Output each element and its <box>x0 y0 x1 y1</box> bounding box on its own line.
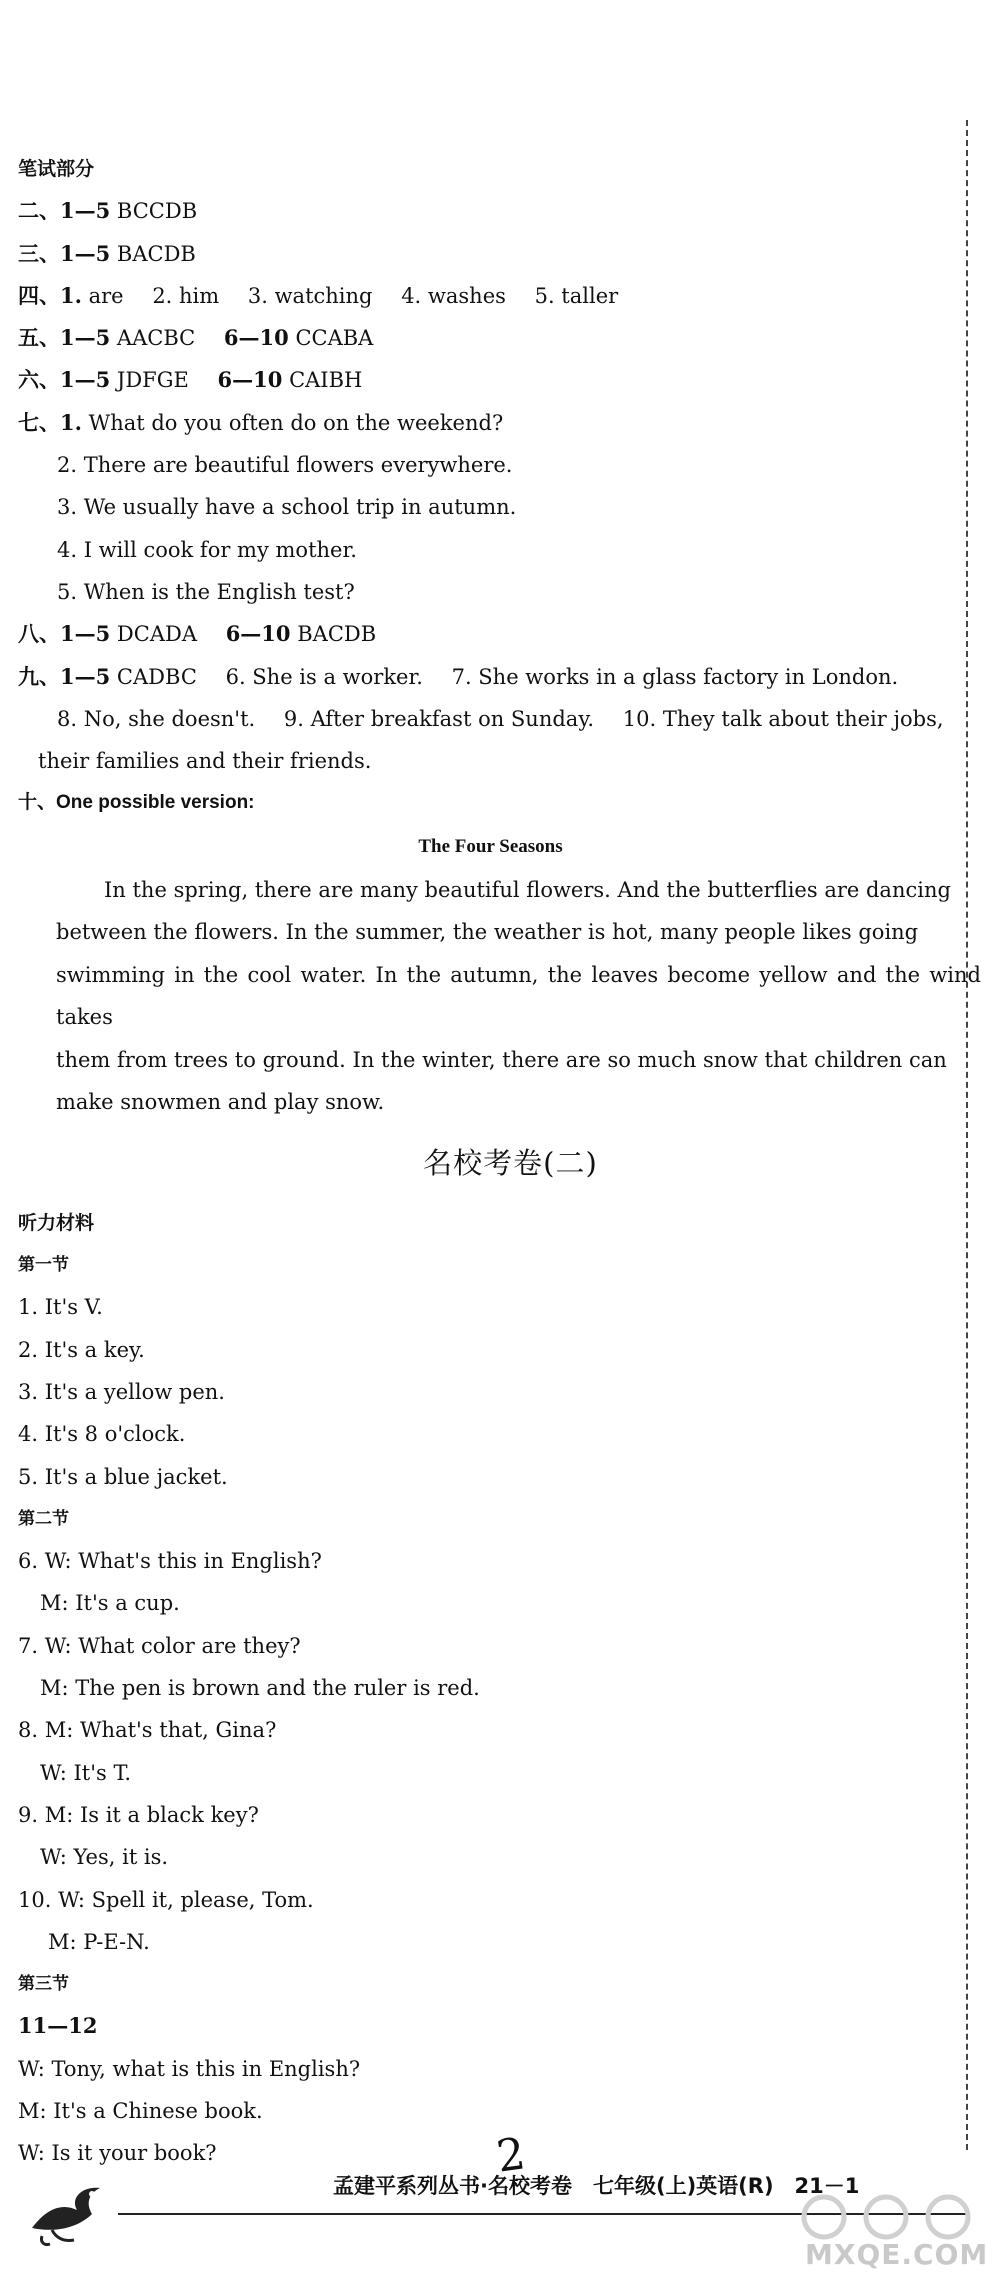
essay-line: them from trees to ground. In the winter, there are so much snow that children can <box>56 1047 947 1072</box>
dialogue-line: M: It's a Chinese book. <box>18 2098 263 2123</box>
part3-heading: 第三节 <box>18 1974 69 1995</box>
dialogue-line: W: Tony, what is this in English? <box>18 2056 361 2081</box>
dialogue-question: 8. M: What's that, Gina? <box>18 1718 277 1743</box>
publisher-logo <box>22 2158 112 2252</box>
answer-7-2: 2. There are beautiful flowers everywhere. <box>57 453 513 478</box>
section-title: 名校考卷(二) <box>423 1145 598 1180</box>
dialogue-answer: W: Yes, it is. <box>40 1845 169 1870</box>
list-item: 4. It's 8 o'clock. <box>18 1422 186 1447</box>
list-item: 1. It's V. <box>18 1295 103 1320</box>
essay-body <box>18 869 981 1124</box>
answer-line-4: 四、1. are 2. him 3. watching 4. washes 5. taller <box>18 282 619 308</box>
essay-line: make snowmen and play snow. <box>56 1090 385 1115</box>
dialogue-question: 10. W: Spell it, please, Tom. <box>18 1887 314 1912</box>
answer-line-8: 八、1—5 DCADA 6—10 BACDB <box>18 621 377 647</box>
dialogue-answer: M: It's a cup. <box>40 1591 180 1616</box>
essay-line: In the spring, there are many beautiful flowers. And the butterflies are dancing <box>104 877 951 902</box>
listening-heading: 听力材料 <box>18 1211 95 1234</box>
dialogue-question: 9. M: Is it a black key? <box>18 1802 259 1827</box>
answer-line-7: 七、1. What do you often do on the weekend? <box>18 409 504 435</box>
answer-9-tail: their families and their friends. <box>38 749 372 774</box>
part2-heading: 第二节 <box>18 1508 69 1529</box>
list-item: 5. It's a blue jacket. <box>18 1464 228 1489</box>
written-part-heading: 笔试部分 <box>18 158 95 180</box>
answer-line-10: 十、One possible version: <box>18 792 255 814</box>
dialogue-answer: M: The pen is brown and the ruler is red. <box>40 1676 480 1701</box>
answer-7-3: 3. We usually have a school trip in autumn. <box>57 495 517 520</box>
list-item: 3. It's a yellow pen. <box>18 1379 225 1404</box>
answer-line-5: 五、1—5 AACBC 6—10 CCABA <box>18 325 374 351</box>
essay-line: swimming in the cool water. In the autumn, the leaves become yellow and the wind takes <box>56 962 981 1030</box>
answer-9-continued: 8. No, she doesn't. 9. After breakfast on Sunday. 10. They talk about their jobs, <box>57 706 944 731</box>
dialogue-answer: M: P-E-N. <box>48 1929 150 1954</box>
dialogue-line: W: Is it your book? <box>18 2141 217 2166</box>
part3-range: 11—12 <box>18 2013 98 2039</box>
list-item: 2. It's a key. <box>18 1337 145 1362</box>
watermark-text: MXQE.COM <box>805 2238 989 2271</box>
essay-line: between the flowers. In the summer, the weather is hot, many people likes going <box>56 920 919 945</box>
handwritten-page-number: 2 <box>493 2128 529 2183</box>
answer-7-5: 5. When is the English test? <box>57 579 355 604</box>
part1-heading: 第一节 <box>18 1255 69 1276</box>
binding-edge <box>966 120 968 2150</box>
dialogue-question: 7. W: What color are they? <box>18 1633 301 1658</box>
answer-line-6: 六、1—5 JDFGE 6—10 CAIBH <box>18 367 363 393</box>
answer-7-4: 4. I will cook for my mother. <box>57 537 357 562</box>
essay-title: The Four Seasons <box>418 835 563 857</box>
dialogue-answer: W: It's T. <box>40 1760 132 1785</box>
dialogue-question: 6. W: What's this in English? <box>18 1549 322 1574</box>
footer-series-title: 孟建平系列丛书·名校考卷 七年级(上)英语(R) 21－1 <box>333 2174 860 2198</box>
answer-line-9: 九、1—5 CADBC 6. She is a worker. 7. She works in a glass factory in London. <box>18 663 899 689</box>
answer-line-3: 三、1—5 BACDB <box>18 240 196 266</box>
answer-content <box>18 148 981 2175</box>
answer-line-2: 二、1—5 BCCDB <box>18 198 198 224</box>
